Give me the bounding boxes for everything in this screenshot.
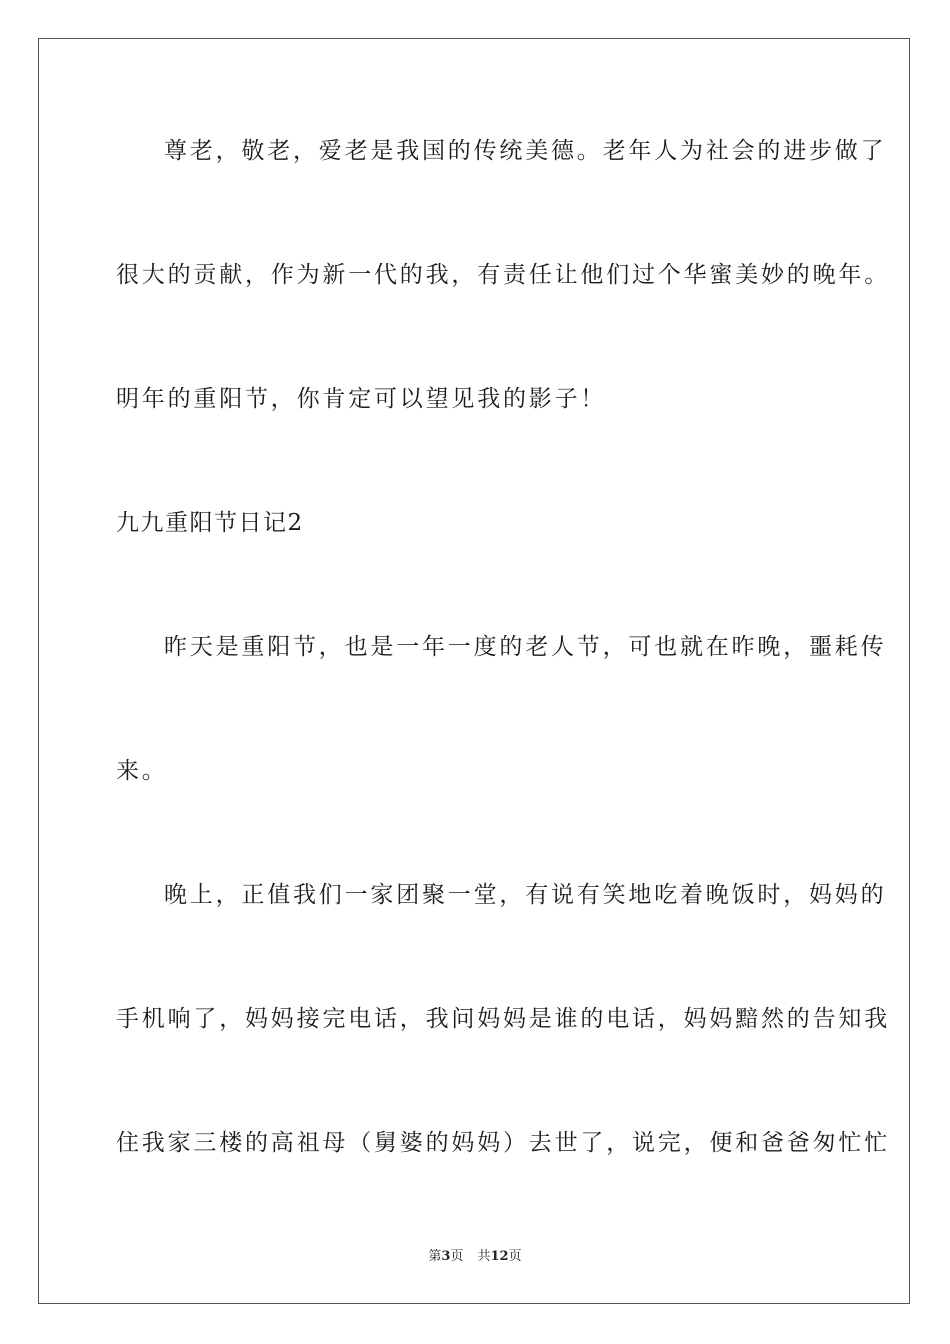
paragraph-line: 昨天是重阳节，也是一年一度的老人节，可也就在昨晚，噩耗传 [164, 634, 887, 660]
paragraph-line: 晚上，正值我们一家团聚一堂，有说有笑地吃着晚饭时，妈妈的 [164, 882, 887, 908]
section-heading: 九九重阳节日记2 [116, 510, 304, 536]
total-suffix: 页 [508, 1249, 522, 1264]
page-footer [0, 1248, 950, 1266]
total-pages: 12 [490, 1249, 509, 1264]
page-suffix: 页 [450, 1249, 464, 1264]
paragraph-line: 来。 [116, 758, 168, 784]
paragraph-line: 住我家三楼的高祖母（舅婆的妈妈）去世了，说完，便和爸爸匆忙忙 [116, 1130, 890, 1156]
paragraph-line: 明年的重阳节，你肯定可以望见我的影子！ [116, 386, 607, 412]
paragraph-line: 很大的贡献，作为新一代的我，有责任让他们过个华蜜美妙的晚年。 [116, 262, 890, 288]
paragraph-line: 尊老，敬老，爱老是我国的传统美德。老年人为社会的进步做了 [164, 138, 887, 164]
page-prefix: 第 [428, 1249, 442, 1264]
paragraph-line: 手机响了，妈妈接完电话，我问妈妈是谁的电话，妈妈黯然的告知我 [116, 1006, 890, 1032]
page-number: 3 [441, 1249, 451, 1264]
page-border [38, 38, 910, 1304]
total-prefix: 共 [477, 1249, 491, 1264]
